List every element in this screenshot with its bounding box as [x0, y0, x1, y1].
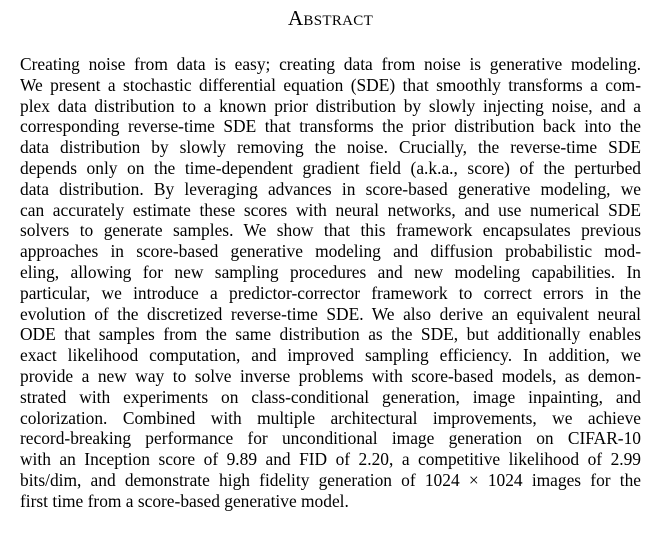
- abstract-line: We present a stochastic differential equation (SDE) that smoothly transforms a com-: [20, 74, 641, 95]
- abstract-line: corresponding reverse-time SDE that transforms the prior distribution back into the: [20, 116, 641, 137]
- abstract-line: colorization. Combined with multiple architectural improvements, we achieve: [20, 407, 641, 428]
- abstract-line: bits/dim, and demonstrate high fidelity generation of 1024 × 1024 images for the: [20, 469, 641, 490]
- abstract-line: plex data distribution to a known prior distribution by slowly injecting noise, and a: [20, 95, 641, 116]
- abstract-line: ODE that samples from the same distribution as the SDE, but additionally enables: [20, 324, 641, 345]
- abstract-line: data distribution. By leveraging advances in score-based generative modeling, we: [20, 178, 641, 199]
- abstract-line: data distribution by slowly removing the noise. Crucially, the reverse-time SDE: [20, 137, 641, 158]
- abstract-line: with an Inception score of 9.89 and FID of 2.20, a competitive likelihood of 2.99: [20, 449, 641, 470]
- abstract-line: particular, we introduce a predictor-corrector framework to correct errors in the: [20, 282, 641, 303]
- abstract-line: Creating noise from data is easy; creating data from noise is generative modeling.: [20, 54, 641, 74]
- section-title: Abstract: [287, 6, 374, 30]
- abstract-line: eling, allowing for new sampling procedures and new modeling capabilities. In: [20, 261, 641, 282]
- abstract-paragraph: [20, 54, 641, 512]
- abstract-line: first time from a score-based generative model.: [20, 490, 349, 511]
- abstract-line: record-breaking performance for unconditional image generation on CIFAR-10: [20, 428, 641, 449]
- abstract-line: depends only on the time-dependent gradient field (a.k.a., score) of the perturbed: [20, 157, 641, 178]
- abstract-line: can accurately estimate these scores with neural networks, and use numerical SDE: [20, 199, 641, 220]
- abstract-line: evolution of the discretized reverse-time SDE. We also derive an equivalent neural: [20, 303, 641, 324]
- abstract-line: approaches in score-based generative modeling and diffusion probabilistic mod-: [20, 241, 641, 262]
- abstract-line: strated with experiments on class-conditional generation, image inpainting, and: [20, 386, 641, 407]
- abstract-line: exact likelihood computation, and improved sampling efficiency. In addition, we: [20, 345, 641, 366]
- abstract-line: solvers to generate samples. We show that this framework encapsulates previous: [20, 220, 641, 241]
- abstract-line: provide a new way to solve inverse problems with score-based models, as demon-: [20, 365, 641, 386]
